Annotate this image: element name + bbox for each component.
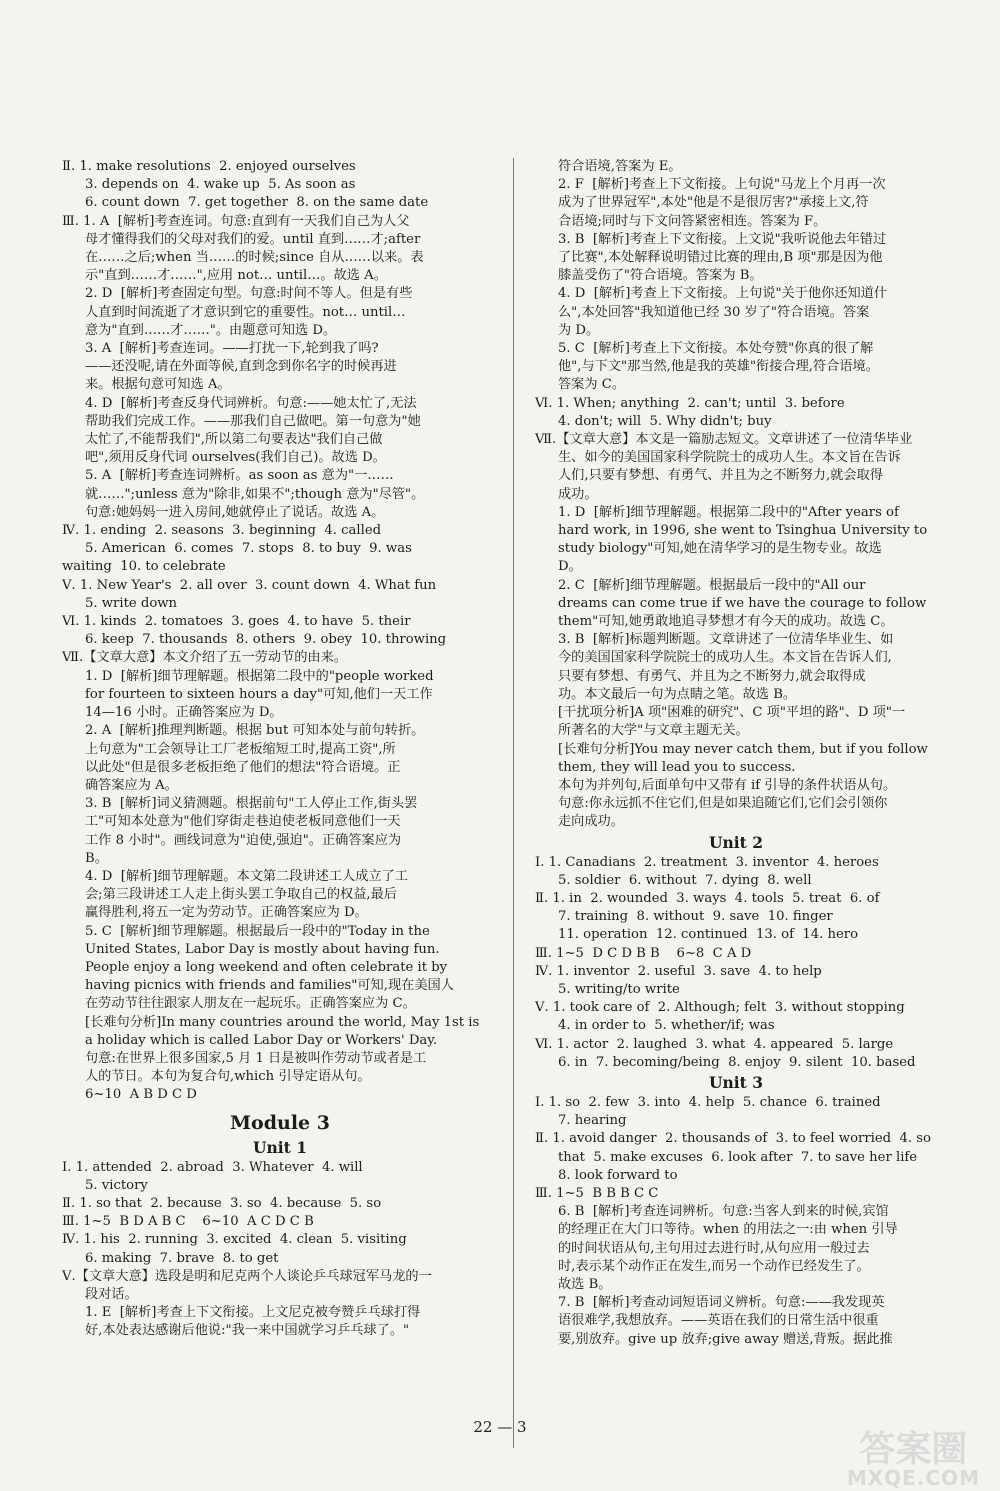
answer-line: 5. victory <box>85 1177 148 1193</box>
answer-line: 4. D [解析]细节理解题。本文第二段讲述工人成立了工 <box>85 868 408 884</box>
answer-line: study biology"可知,她在清华学习的是生物专业。故选 <box>558 541 882 557</box>
answer-line: waiting 10. to celebrate <box>62 559 226 575</box>
answer-line: Ⅲ. 1. A [解析]考查连词。句意:直到有一天我们自己为人父 <box>62 213 410 229</box>
answer-line: 答案为 C。 <box>558 377 626 393</box>
answer-line: 他",与下文"那当然,他是我的英雄"衔接合理,符合语境。 <box>558 359 879 375</box>
answer-line: 会;第三段讲述工人走上街头罢工争取自己的权益,最后 <box>85 887 397 903</box>
answer-line: them"可知,她勇敢地追寻梦想才有今天的成功。故选 C。 <box>558 614 894 630</box>
answer-line: 故选 B。 <box>558 1276 612 1292</box>
answer-line: 意为"直到……才……"。由题意可知选 D。 <box>85 322 337 338</box>
answer-line: 要,别放弃。give up 放弃;give away 赠送,背叛。据此推 <box>558 1331 893 1347</box>
answer-line: People enjoy a long weekend and often celebrate it by <box>85 959 448 975</box>
answer-line: 2. C [解析]细节理解题。根据最后一段中的"All our <box>558 577 866 593</box>
answer-line: Ⅰ. 1. Canadians 2. treatment 3. inventor 4. heroes <box>535 854 879 870</box>
answer-line: hard work, in 1996, she went to Tsinghua University to <box>558 523 928 539</box>
answer-line: [长难句分析]In many countries around the world, May 1st is <box>85 1014 480 1030</box>
answer-line: Ⅲ. 1~5 B D A B C 6~10 A C D C B <box>62 1214 314 1230</box>
answer-line: 5. writing/to write <box>558 981 680 997</box>
answer-line: 3. B [解析]词义猜测题。根据前句"工人停止工作,街头罢 <box>85 796 418 812</box>
answer-line: Ⅲ. 1~5 B B B C C <box>535 1185 659 1201</box>
answer-line: 5. A [解析]考查连词辨析。as soon as 意为"一…… <box>85 468 394 484</box>
answer-line: Ⅵ. 1. actor 2. laughed 3. what 4. appeared 5. large <box>535 1036 894 1052</box>
answer-line: Ⅲ. 1~5 D C D B B 6~8 C A D <box>535 945 752 961</box>
answer-line: 母才懂得我们的父母对我们的爱。until 直到……才;after <box>85 231 421 247</box>
answer-line: 本句为并列句,后面单句中又带有 if 引导的条件状语从句。 <box>558 777 897 793</box>
answer-line: 7. training 8. without 9. save 10. finger <box>558 909 833 925</box>
watermark-url: MXQE.COM <box>846 1466 980 1490</box>
answer-line: 人直到时间流逝了才意识到它的重要性。not… until… <box>85 304 406 320</box>
answer-line: 3. A [解析]考查连词。——打扰一下,轮到我了吗? <box>85 341 379 357</box>
answer-line: 4. don't; will 5. Why didn't; buy <box>558 413 772 429</box>
answer-line: 2. A [解析]推理判断题。根据 but 可知本处与前句转折。 <box>85 723 425 739</box>
module-heading: Module 3 <box>230 1111 330 1134</box>
answer-line: for fourteen to sixteen hours a day"可知,他们一天工作 <box>85 686 433 702</box>
answer-line: 句意:她妈妈一进入房间,她就停止了说话。故选 A。 <box>85 504 385 520</box>
column-divider <box>513 158 514 1448</box>
watermark-logo <box>846 1429 980 1490</box>
watermark-text: 答案圈 <box>859 1429 968 1470</box>
answer-line: United States, Labor Day is mostly about having fun. <box>85 941 440 957</box>
answer-line: 赢得胜利,将五一定为劳动节。正确答案应为 D。 <box>85 905 368 921</box>
answer-line: 上句意为"工会领导让工厂老板缩短工时,提高工资",所 <box>85 741 396 757</box>
answer-line: 1. D [解析]细节理解题。根据第二段中的"After years of <box>558 504 899 520</box>
answer-line: 1. E [解析]考查上下文衔接。上文尼克被夸赞乒乓球打得 <box>85 1305 421 1321</box>
answer-line: 工作 8 小时"。画线词意为"迫使,强迫"。正确答案应为 <box>85 832 402 848</box>
answer-line: 合语境;同时与下文问答紧密相连。答案为 F。 <box>558 213 827 229</box>
left-column <box>62 158 498 1341</box>
answer-line: 5. C [解析]细节理解题。根据最后一段中的"Today in the <box>85 923 430 939</box>
answer-line: 了比赛",本处解释说明错过比赛的理由,B 项"那是因为他 <box>558 250 883 266</box>
answer-line: 为 D。 <box>558 322 600 338</box>
answer-line: 符合语境,答案为 E。 <box>558 159 682 174</box>
answer-line: 2. D [解析]考查固定句型。句意:时间不等人。但是有些 <box>85 286 413 302</box>
answer-line: Ⅴ. 1. New Year's 2. all over 3. count down 4. What fun <box>62 577 437 593</box>
answer-line: 今的美国国家科学院院士的成功人生。本文旨在告诉人们, <box>558 650 892 666</box>
answer-line: 6~10 A B D C D <box>85 1087 197 1103</box>
answer-line: dreams can come true if we have the courage to follow <box>558 595 927 611</box>
answer-line: Ⅶ.【文章大意】本文是一篇励志短文。文章讲述了一位清华毕业 <box>535 432 913 448</box>
answer-line: 成为了世界冠军",本处"他是不是很厉害?"承接上文,符 <box>558 195 869 211</box>
answer-line: 5. American 6. comes 7. stops 8. to buy 9. was <box>85 541 412 557</box>
answer-line: 就……";unless 意为"除非,如果不";though 意为"尽管"。 <box>85 486 425 502</box>
unit-heading: Unit 2 <box>708 832 763 852</box>
answer-line: 3. B [解析]标题判断题。文章讲述了一位清华毕业生、如 <box>558 632 894 648</box>
answer-line: 确答案应为 A。 <box>85 777 178 793</box>
answer-line: 5. soldier 6. without 7. dying 8. well <box>558 872 812 888</box>
answer-line: 走向成功。 <box>558 814 624 830</box>
answer-line: 的经理正在大门口等待。when 的用法之一:由 when 引导 <box>558 1222 898 1238</box>
answer-line: 5. C [解析]考查上下文衔接。本处夸赞"你真的很了解 <box>558 341 874 357</box>
answer-line: a holiday which is called Labor Day or Workers' Day. <box>85 1032 438 1048</box>
answer-line: 工"可知本处意为"他们穿街走巷迫使老板同意他们一天 <box>85 814 401 830</box>
answer-line: 成功。 <box>558 486 598 502</box>
answer-line: 太忙了,不能帮我们",所以第二句要表达"我们自己做 <box>85 432 383 448</box>
answer-line: 4. in order to 5. whether/if; was <box>558 1018 775 1034</box>
unit-heading: Unit 1 <box>252 1137 307 1157</box>
answer-line: Ⅱ. 1. in 2. wounded 3. ways 4. tools 5. treat 6. of <box>535 890 880 906</box>
page-number: 22 — 3 <box>473 1418 527 1436</box>
answer-line: 3. depends on 4. wake up 5. As soon as <box>85 177 356 193</box>
answer-line: [长难句分析]You may never catch them, but if you follow <box>558 741 928 757</box>
answer-line: 人的节日。本句为复合句,which 引导定语从句。 <box>85 1069 371 1085</box>
answer-line: 在……之后;when 当……的时候;since 自从……以来。表 <box>85 250 424 266</box>
answer-line: Ⅳ. 1. his 2. running 3. excited 4. clean 5. visiting <box>62 1232 407 1248</box>
answer-line: Ⅳ. 1. inventor 2. useful 3. save 4. to help <box>535 963 822 979</box>
answer-line: 的时间状语从句,主句用过去进行时,从句应用一般过去 <box>558 1240 870 1256</box>
answer-line: 生、如今的美国国家科学院院士的成功人生。本文旨在告诉 <box>558 450 901 466</box>
answer-line: Ⅶ.【文章大意】本文介绍了五一劳动节的由来。 <box>62 650 347 666</box>
answer-line: 4. D [解析]考查上下文衔接。上句说"关于他你还知道什 <box>558 286 888 302</box>
answer-line: 功。本文最后一句为点睛之笔。故选 B。 <box>558 686 797 702</box>
answer-line: 5. write down <box>85 595 178 611</box>
answer-line: 好,本处表达感谢后他说:"我一来中国就学习乒乓球了。" <box>85 1323 410 1339</box>
answer-line: 8. look forward to <box>558 1167 678 1183</box>
answer-line: 7. hearing <box>558 1113 627 1129</box>
answer-line: 语很难学,我想放弃。——英语在我们的日常生活中很重 <box>558 1313 879 1329</box>
answer-line: 1. D [解析]细节理解题。根据第二段中的"people worked <box>85 668 434 684</box>
answer-line: 么",本处回答"我知道他已经 30 岁了"符合语境。答案 <box>558 304 870 320</box>
answer-line: D。 <box>558 559 582 575</box>
answer-line: 只要有梦想、有勇气、并且为之不断努力,就会取得成 <box>558 668 866 684</box>
answer-line: 6. in 7. becoming/being 8. enjoy 9. silent 10. based <box>558 1054 916 1070</box>
answer-line: 在劳动节往往跟家人朋友在一起玩乐。正确答案应为 C。 <box>85 996 416 1012</box>
answer-line: [干扰项分析]A 项"困难的研究"、C 项"平坦的路"、D 项"一 <box>558 705 906 721</box>
answer-line: 时,表示某个动作正在发生,而另一个动作已经发生了。 <box>558 1258 870 1274</box>
answer-line: 11. operation 12. continued 13. of 14. hero <box>558 927 859 943</box>
answer-line: 来。根据句意可知选 A。 <box>85 377 231 393</box>
answer-line: them, they will lead you to success. <box>558 759 796 775</box>
answer-line: Ⅴ. 1. took care of 2. Although; felt 3. without stopping <box>535 1000 905 1016</box>
answer-line: Ⅴ.【文章大意】选段是明和尼克两个人谈论乒乓球冠军马龙的一 <box>62 1268 432 1284</box>
answer-line: 人们,只要有梦想、有勇气、并且为之不断努力,就会取得 <box>558 468 883 484</box>
answer-line: 膝盖受伤了"符合语境。答案为 B。 <box>558 268 763 284</box>
answer-line: Ⅰ. 1. so 2. few 3. into 4. help 5. chance 6. trained <box>535 1094 881 1110</box>
right-column <box>535 158 937 1349</box>
answer-line: 句意:你永远抓不住它们,但是如果追随它们,它们会引领你 <box>558 796 888 812</box>
answer-line: B。 <box>85 850 108 866</box>
answer-line: 6. count down 7. get together 8. on the same date <box>85 195 429 211</box>
unit-heading: Unit 3 <box>708 1072 763 1092</box>
answer-line: Ⅵ. 1. kinds 2. tomatoes 3. goes 4. to have 5. their <box>62 614 411 630</box>
answer-line: 帮助我们完成工作。——那我们自己做吧。第一句意为"她 <box>85 413 421 429</box>
answer-line: ——还没呢,请在外面等候,直到念到你名字的时候再进 <box>85 359 397 375</box>
answer-line: Ⅱ. 1. so that 2. because 3. so 4. because 5. so <box>62 1195 382 1211</box>
answer-line: Ⅱ. 1. make resolutions 2. enjoyed ourselves <box>62 159 356 174</box>
answer-line: having picnics with friends and families"可知,现在美国人 <box>85 978 454 994</box>
answer-line: 6. B [解析]考查连词辨析。句意:当客人到来的时候,宾馆 <box>558 1204 889 1220</box>
answer-line: Ⅱ. 1. avoid danger 2. thousands of 3. to feel worried 4. so <box>535 1131 931 1147</box>
answer-line: 示"直到……才……",应用 not… until…。故选 A。 <box>85 268 387 284</box>
answer-line: 7. B [解析]考查动词短语词义辨析。句意:——我发现英 <box>558 1295 885 1311</box>
answer-line: 2. F [解析]考查上下文衔接。上句说"马龙上个月再一次 <box>558 177 886 193</box>
answer-line: 14—16 小时。正确答案应为 D。 <box>85 705 283 721</box>
answer-line: 以此处"但是很多老板拒绝了他们的想法"符合语境。正 <box>85 759 401 775</box>
answer-line: 3. B [解析]考查上下文衔接。上文说"我听说他去年错过 <box>558 231 887 247</box>
answer-line: 吧",须用反身代词 ourselves(我们自己)。故选 D。 <box>85 450 386 466</box>
answer-line: Ⅵ. 1. When; anything 2. can't; until 3. before <box>535 395 845 411</box>
answer-line: that 5. make excuses 6. look after 7. to save her life <box>558 1149 918 1165</box>
answer-line: 所著名的大学"与文章主题无关。 <box>558 723 749 739</box>
answer-line: 句意:在世界上很多国家,5 月 1 日是被叫作劳动节或者是工 <box>85 1050 427 1066</box>
answer-line: Ⅳ. 1. ending 2. seasons 3. beginning 4. called <box>62 523 382 539</box>
answer-line: 4. D [解析]考查反身代词辨析。句意:——她太忙了,无法 <box>85 395 417 411</box>
answer-line: Ⅰ. 1. attended 2. abroad 3. Whatever 4. will <box>62 1159 363 1175</box>
answer-line: 段对话。 <box>85 1286 138 1302</box>
answer-line: 6. keep 7. thousands 8. others 9. obey 10. throwing <box>85 632 447 648</box>
answer-line: 6. making 7. brave 8. to get <box>85 1250 279 1266</box>
